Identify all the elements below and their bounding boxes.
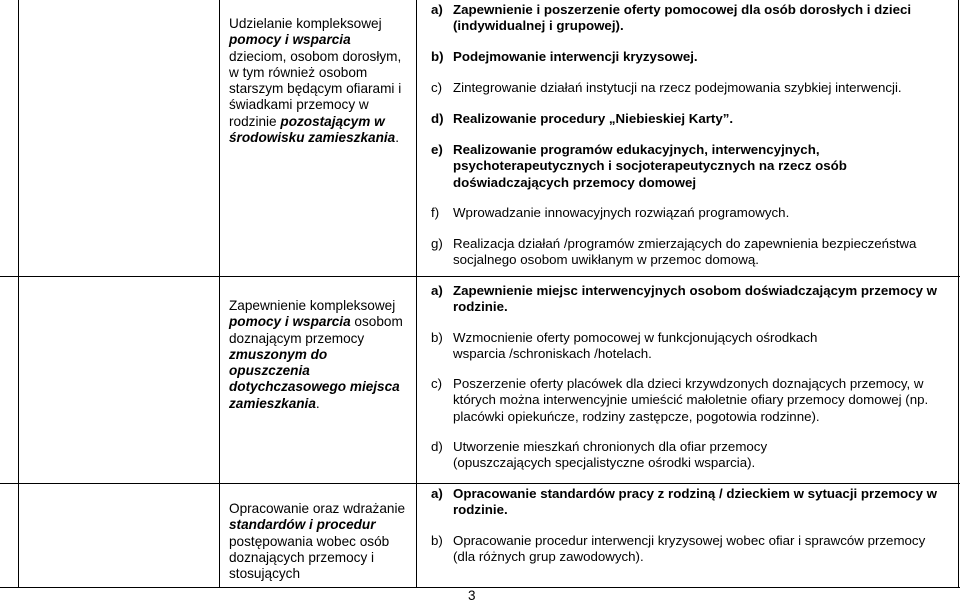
table-border-right	[958, 0, 959, 588]
table-border-col2	[416, 0, 417, 588]
table-border-left	[18, 0, 19, 588]
row1-task-cell: Udzielanie kompleksowej pomocy i wsparcia dzieciom, osobom dorosłym, w tym również osobom starszym będącym ofiarami i świadkami przemocy w rodzinie pozostającym w środowisku zamieszkania.	[229, 16, 402, 146]
page-number: 3	[468, 588, 476, 603]
row-divider-1	[0, 276, 960, 277]
row3-task-cell: Opracowanie oraz wdrażanie standardów i procedur postępowania wobec osób doznających przemocy i stosujących	[229, 501, 406, 582]
row2-task-cell: Zapewnienie kompleksowej pomocy i wsparcia osobom doznającym przemocy zmuszonym do opuszczenia dotychczasowego miejsca zamieszkania.	[229, 298, 403, 411]
row-divider-2	[0, 483, 960, 484]
table-border-bottom	[0, 587, 960, 588]
table-border-col1	[219, 0, 220, 588]
